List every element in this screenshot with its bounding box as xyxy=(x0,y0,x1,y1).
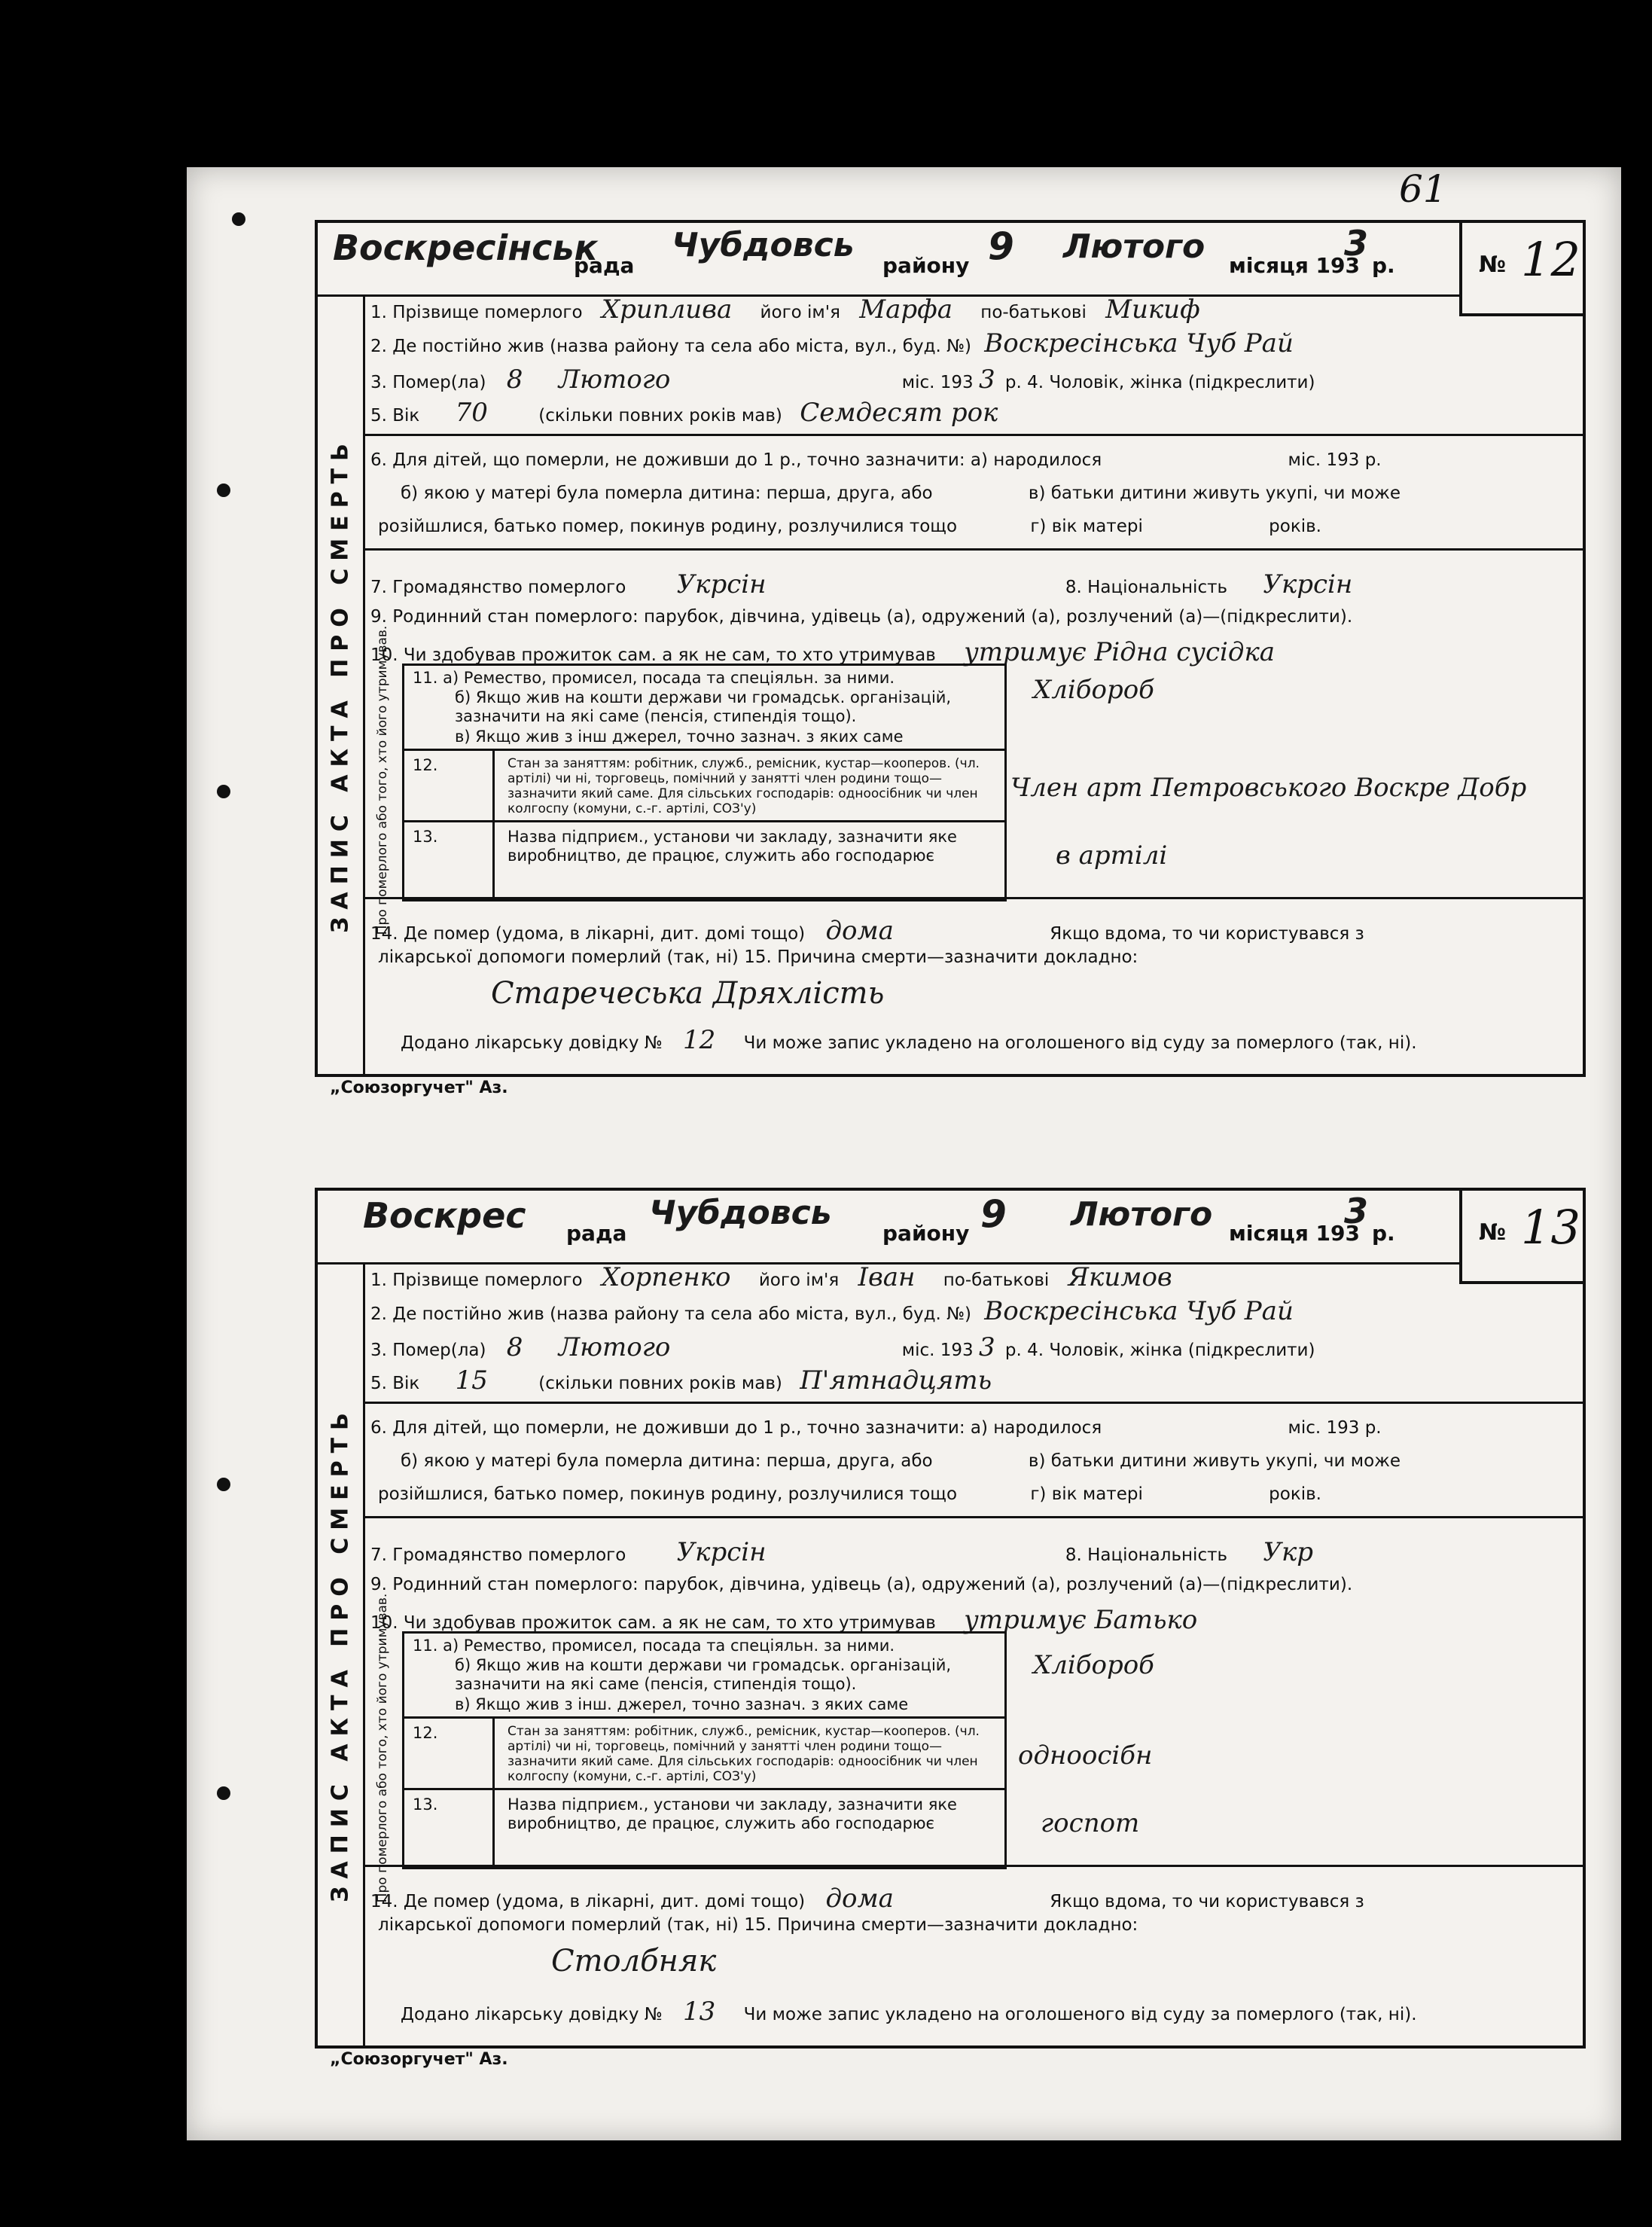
form-header xyxy=(318,1191,1583,1265)
other-sources-label: в) Якщо жив з інш джерел, точно зазнач. з яких саме xyxy=(455,728,904,746)
support-label: 10. Чи здобував прожиток сам. а як не сам, то хто утримував xyxy=(370,1613,936,1633)
subsection-side: Про померлого або того, хто його утримував. xyxy=(363,1631,404,1865)
occupation-label: 11. а) Ремество, промисел, посада та спеціяльн. за ними. xyxy=(413,1637,895,1655)
court-record-label: Чи може запис укладено на оголошеного від суду за померлого (так, ні). xyxy=(743,2005,1417,2024)
court-record-label: Чи може запис укладено на оголошеного від суду за померлого (так, ні). xyxy=(743,1033,1417,1053)
employment-status-value: одноосібн xyxy=(1018,1740,1153,1771)
employment-status-value: Член арт Петровського Воскре Добр xyxy=(1010,773,1527,803)
nationality-value: Укрсін xyxy=(1263,569,1353,599)
certificate-label: Додано лікарську довідку № xyxy=(401,2005,663,2024)
citizenship-label: 7. Громадянство померлого xyxy=(370,1545,626,1565)
employment-status-label: Стан за заняттям: робітник, служб., ремісник, кустар—кооперов. (чл. артілі) чи ні, торговець, помічний у занятті член родини тощо—зазначити який саме. Для сільських господарів: одноосібник чи член колгоспу (комуни, с.-г. артілі, СОЗ'у) xyxy=(507,1724,980,1784)
punch-hole xyxy=(217,1478,230,1491)
workplace-value: в артілі xyxy=(1056,840,1168,871)
medical-help-label: Якщо вдома, то чи користувався з xyxy=(1050,924,1364,944)
archive-page xyxy=(187,167,1621,2140)
form-header xyxy=(318,223,1583,297)
age-value: 15 xyxy=(455,1365,488,1396)
state-support-label: б) Якщо жив на кошти держави чи громадськ. організацій, зазначити на які саме (пенсія, стипендія тощо). xyxy=(455,1656,952,1693)
row-12-number: 12. xyxy=(413,756,438,774)
marital-status-label: 9. Родинний стан померлого: парубок, дівчина, удівець (а), одружений (а), розлучений (а)—(підкреслити). xyxy=(370,1575,1353,1594)
citizenship-value: Укрсін xyxy=(676,1537,767,1567)
patronymic-label: по-батькові xyxy=(943,1271,1050,1290)
occupation-value: Хлібороб xyxy=(1033,675,1154,705)
occupation-table xyxy=(402,664,1007,901)
infant-birth-label: 6. Для дітей, що померли, не доживши до 1 р., точно зазначити: а) народилося xyxy=(370,1418,1102,1438)
surname-label: 1. Прізвище померлого xyxy=(370,303,583,322)
infant-birth-month: міс. 193 р. xyxy=(1288,450,1382,470)
district-value: Чубдовсь xyxy=(649,1194,832,1232)
infant-family-label: розійшлися, батько помер, покинув родину, розлучилися тощо xyxy=(378,1484,958,1504)
name-value: Іван xyxy=(858,1262,916,1292)
month-value: Лютого xyxy=(1063,227,1205,266)
age-hint: (скільки повних років мав) xyxy=(538,406,782,426)
cause-of-death-value: Столбняк xyxy=(551,1944,717,1978)
death-day: 8 xyxy=(506,365,523,395)
record-number-label: № xyxy=(1479,252,1507,278)
death-day: 8 xyxy=(506,1332,523,1362)
support-label: 10. Чи здобував прожиток сам. а як не сам, то хто утримував xyxy=(370,645,936,665)
district-label: району xyxy=(882,253,970,278)
death-year-label: міс. 193 xyxy=(901,373,974,392)
residence-label: 2. Де постійно жив (назва району та села або міста, вул., буд. №) xyxy=(370,1304,971,1324)
place-of-death-value: дома xyxy=(825,1884,894,1914)
patronymic-value: Микиф xyxy=(1105,294,1200,325)
support-value: утримує Рідна сусідка xyxy=(964,637,1276,667)
infant-family-label: розійшлися, батько помер, покинув родину, розлучилися тощо xyxy=(378,517,958,536)
age-words: П'ятнадцять xyxy=(800,1365,992,1396)
certificate-label: Додано лікарську довідку № xyxy=(401,1033,663,1053)
council-value: Воскресінськ xyxy=(333,227,598,268)
surname-value: Хорпенко xyxy=(601,1262,731,1292)
divider xyxy=(363,434,1583,436)
divider xyxy=(363,897,1583,899)
record-number: 12 xyxy=(1521,232,1580,287)
divider xyxy=(363,1865,1583,1867)
occupation-table xyxy=(402,1631,1007,1869)
death-year: 3 xyxy=(978,365,995,395)
row-13-number: 13. xyxy=(413,1795,438,1814)
punch-hole xyxy=(217,785,230,798)
death-year-label: міс. 193 xyxy=(901,1341,974,1360)
residence-label: 2. Де постійно жив (назва району та села або міста, вул., буд. №) xyxy=(370,337,971,356)
citizenship-label: 7. Громадянство померлого xyxy=(370,578,626,597)
subsection-side: Про померлого або того, хто його утримував. xyxy=(363,664,404,897)
age-label: 5. Вік xyxy=(370,1374,420,1393)
cause-of-death-value: Старечеська Дряхлість xyxy=(491,976,885,1011)
nationality-value: Укр xyxy=(1263,1537,1314,1567)
nationality-label: 8. Національність xyxy=(1065,1545,1228,1565)
day-value: 9 xyxy=(988,224,1014,268)
district-value: Чубдовсь xyxy=(672,226,855,264)
death-record-form-1 xyxy=(315,220,1586,1077)
certificate-number: 12 xyxy=(683,1025,716,1055)
place-of-death-label: 14. Де помер (удома, в лікарні, дит. домі тощо) xyxy=(370,924,806,944)
place-of-death-label: 14. Де помер (удома, в лікарні, дит. домі тощо) xyxy=(370,1892,806,1911)
mother-age-label: г) вік матері xyxy=(1030,1484,1143,1504)
divider xyxy=(363,1402,1583,1404)
divider xyxy=(363,1516,1583,1518)
workplace-value: госпот xyxy=(1041,1808,1140,1838)
patronymic-label: по-батькові xyxy=(980,303,1087,322)
divider xyxy=(363,548,1583,551)
death-month: Лютого xyxy=(558,1332,671,1362)
mother-age-suffix: років. xyxy=(1269,517,1321,536)
infant-order-label: б) якою у матері була померла дитина: перша, друга, або xyxy=(401,484,933,503)
month-label: місяця 193 xyxy=(1229,253,1360,278)
death-year: 3 xyxy=(978,1332,995,1362)
death-record-form-2 xyxy=(315,1188,1586,2049)
month-value: Лютого xyxy=(1071,1195,1213,1234)
mother-age-label: г) вік матері xyxy=(1030,517,1143,536)
year-digit: 3 xyxy=(1344,1191,1369,1231)
occupation-value: Хлібороб xyxy=(1033,1650,1154,1680)
council-label: рада xyxy=(574,253,635,278)
certificate-number: 13 xyxy=(683,1997,716,2027)
infant-parents-label: в) батьки дитини живуть укупі, чи може xyxy=(1028,1451,1401,1471)
record-number-label: № xyxy=(1479,1219,1507,1246)
sex-label: р. 4. Чоловік, жінка (підкреслити) xyxy=(1004,373,1315,392)
age-hint: (скільки повних років мав) xyxy=(538,1374,782,1393)
name-value: Марфа xyxy=(859,294,952,325)
employment-status-label: Стан за заняттям: робітник, служб., ремісник, кустар—кооперов. (чл. артілі) чи ні, торговець, помічний у занятті член родини тощо—зазначити який саме. Для сільських господарів: одноосібник чи член колгоспу (комуни, с.-г. артілі, СОЗ'у) xyxy=(507,756,980,816)
printer-footer: „Союзоргучет" Аз. xyxy=(330,1078,508,1097)
death-date-label: 3. Помер(ла) xyxy=(370,1341,486,1360)
state-support-label: б) Якщо жив на кошти держави чи громадськ. організацій, зазначити на які саме (пенсія, стипендія тощо). xyxy=(455,688,952,725)
surname-label: 1. Прізвище померлого xyxy=(370,1271,583,1290)
workplace-label: Назва підприєм., установи чи закладу, зазначити яке виробництво, де працює, служить або господарює xyxy=(507,828,957,865)
name-label: його ім'я xyxy=(758,1271,840,1290)
row-12-number: 12. xyxy=(413,1724,438,1742)
cause-of-death-label: лікарської допомоги померлий (так, ні) 15. Причина смерти—зазначити докладно: xyxy=(378,947,1138,967)
medical-help-label: Якщо вдома, то чи користувався з xyxy=(1050,1892,1364,1911)
citizenship-value: Укрсін xyxy=(676,569,767,599)
residence-value: Воскресінська Чуб Рай xyxy=(984,328,1294,358)
workplace-label: Назва підприєм., установи чи закладу, зазначити яке виробництво, де працює, служить або господарює xyxy=(507,1795,957,1832)
occupation-label: 11. а) Ремество, промисел, посада та спеціяльн. за ними. xyxy=(413,669,895,687)
infant-birth-month: міс. 193 р. xyxy=(1288,1418,1382,1438)
death-date-label: 3. Помер(ла) xyxy=(370,373,486,392)
death-month: Лютого xyxy=(558,365,671,395)
printer-footer: „Союзоргучет" Аз. xyxy=(330,2050,508,2069)
infant-order-label: б) якою у матері була померла дитина: перша, друга, або xyxy=(401,1451,933,1471)
infant-birth-label: 6. Для дітей, що померли, не доживши до 1 р., точно зазначити: а) народилося xyxy=(370,450,1102,470)
marital-status-label: 9. Родинний стан померлого: парубок, дівчина, удівець (а), одружений (а), розлучений (а)—(підкреслити). xyxy=(370,607,1353,627)
month-label: місяця 193 xyxy=(1229,1221,1360,1246)
year-suffix: р. xyxy=(1372,1221,1395,1246)
mother-age-suffix: років. xyxy=(1269,1484,1321,1504)
year-suffix: р. xyxy=(1372,253,1395,278)
nationality-label: 8. Національність xyxy=(1065,578,1228,597)
record-number: 13 xyxy=(1521,1200,1580,1255)
surname-value: Хриплива xyxy=(601,294,733,325)
side-title: ЗАПИС АКТА ПРО СМЕРТЬ xyxy=(318,1262,365,2045)
age-label: 5. Вік xyxy=(370,406,420,426)
cause-of-death-label: лікарської допомоги померлий (так, ні) 15. Причина смерти—зазначити докладно: xyxy=(378,1915,1138,1935)
sex-label: р. 4. Чоловік, жінка (підкреслити) xyxy=(1004,1341,1315,1360)
residence-value: Воскресінська Чуб Рай xyxy=(984,1296,1294,1326)
council-label: рада xyxy=(566,1221,627,1246)
punch-hole xyxy=(217,1786,230,1800)
day-value: 9 xyxy=(980,1192,1007,1236)
other-sources-label: в) Якщо жив з інш. джерел, точно зазнач. з яких саме xyxy=(455,1695,909,1713)
page-number: 61 xyxy=(1399,167,1447,211)
punch-hole xyxy=(217,484,230,497)
support-value: утримує Батько xyxy=(964,1605,1198,1635)
side-title: ЗАПИС АКТА ПРО СМЕРТЬ xyxy=(318,294,365,1074)
council-value: Воскрес xyxy=(363,1195,526,1236)
year-digit: 3 xyxy=(1344,223,1369,264)
punch-hole xyxy=(232,212,245,226)
row-13-number: 13. xyxy=(413,828,438,846)
age-value: 70 xyxy=(455,398,488,428)
district-label: району xyxy=(882,1221,970,1246)
name-label: його ім'я xyxy=(760,303,840,322)
age-words: Семдесят рок xyxy=(800,398,998,428)
place-of-death-value: дома xyxy=(825,916,894,946)
infant-parents-label: в) батьки дитини живуть укупі, чи може xyxy=(1028,484,1401,503)
patronymic-value: Якимов xyxy=(1068,1262,1172,1292)
